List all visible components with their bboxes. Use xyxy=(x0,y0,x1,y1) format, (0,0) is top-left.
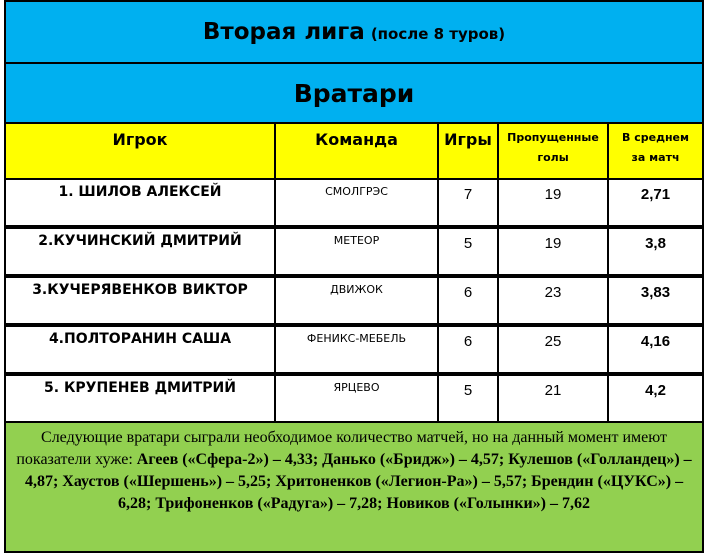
table-row xyxy=(5,179,703,227)
player-name: 1. ШИЛОВ АЛЕКСЕЙ xyxy=(5,179,275,227)
header-avg-label xyxy=(609,124,702,168)
section-title: Вратари xyxy=(293,78,415,108)
table-row xyxy=(5,374,703,422)
games-value: 6 xyxy=(438,325,498,374)
games-value: 7 xyxy=(438,179,498,227)
note-intro: Следующие вратари сыграли необходимое количество матчей, но на данный момент имеют показатели хуже: xyxy=(16,429,668,468)
average-value: 4,2 xyxy=(608,374,703,422)
table-row xyxy=(5,276,703,325)
header-conceded-line1: Пропущенные xyxy=(507,131,599,144)
games-value: 6 xyxy=(438,276,498,325)
team-name: ФЕНИКС-МЕБЕЛЬ xyxy=(275,325,438,374)
team-name: СМОЛГРЭС xyxy=(275,179,438,227)
header-conceded-line2: голы xyxy=(537,151,569,164)
average-value: 2,71 xyxy=(608,179,703,227)
table-row xyxy=(5,227,703,276)
league-title: Вторая лига xyxy=(202,19,365,45)
table-row xyxy=(5,325,703,374)
section-row xyxy=(5,63,703,123)
header-games xyxy=(438,123,498,179)
header-avg xyxy=(608,123,703,179)
team-name: ДВИЖОК xyxy=(275,276,438,325)
header-team-label: Команда xyxy=(315,130,398,149)
header-conceded-label xyxy=(499,124,607,168)
team-name: МЕТЕОР xyxy=(275,227,438,276)
header-avg-line2: за матч xyxy=(631,151,680,164)
column-header-row xyxy=(5,123,703,179)
header-player-label: Игрок xyxy=(112,130,168,149)
header-player xyxy=(5,123,275,179)
note-row xyxy=(5,422,703,552)
note-text xyxy=(16,427,692,515)
player-name: 2.КУЧИНСКИЙ ДМИТРИЙ xyxy=(5,227,275,276)
note-cell xyxy=(5,422,703,552)
title-cell xyxy=(5,1,703,63)
player-name: 5. КРУПЕНЕВ ДМИТРИЙ xyxy=(5,374,275,422)
goalkeepers-table-sheet xyxy=(4,0,702,553)
header-avg-line1: В среднем xyxy=(622,131,690,144)
header-team xyxy=(275,123,438,179)
section-cell xyxy=(5,63,703,123)
average-value: 3,8 xyxy=(608,227,703,276)
goalkeepers-table xyxy=(4,0,704,553)
player-name: 3.КУЧЕРЯВЕНКОВ ВИКТОР xyxy=(5,276,275,325)
conceded-value: 25 xyxy=(498,325,608,374)
header-games-label: Игры xyxy=(444,130,492,149)
conceded-value: 23 xyxy=(498,276,608,325)
league-subtitle: (после 8 туров) xyxy=(370,25,506,43)
games-value: 5 xyxy=(438,374,498,422)
average-value: 3,83 xyxy=(608,276,703,325)
note-list: Агеев («Сфера-2») – 4,33; Данько («Бридж») – 4,57; Кулешов («Голландец») – 4,87; Хаустов («Шершень») – 5,25; Хритоненков («Легион-Ра») – 5,57; Брендин («ЦУКС») – 6,28; Трифоненков («Радуга») – 7,28; Новиков («Голынки») – 7,62 xyxy=(24,451,692,512)
average-value: 4,16 xyxy=(608,325,703,374)
team-name: ЯРЦЕВО xyxy=(275,374,438,422)
title-row xyxy=(5,1,703,63)
conceded-value: 19 xyxy=(498,227,608,276)
header-conceded xyxy=(498,123,608,179)
games-value: 5 xyxy=(438,227,498,276)
player-name: 4.ПОЛТОРАНИН САША xyxy=(5,325,275,374)
conceded-value: 19 xyxy=(498,179,608,227)
conceded-value: 21 xyxy=(498,374,608,422)
